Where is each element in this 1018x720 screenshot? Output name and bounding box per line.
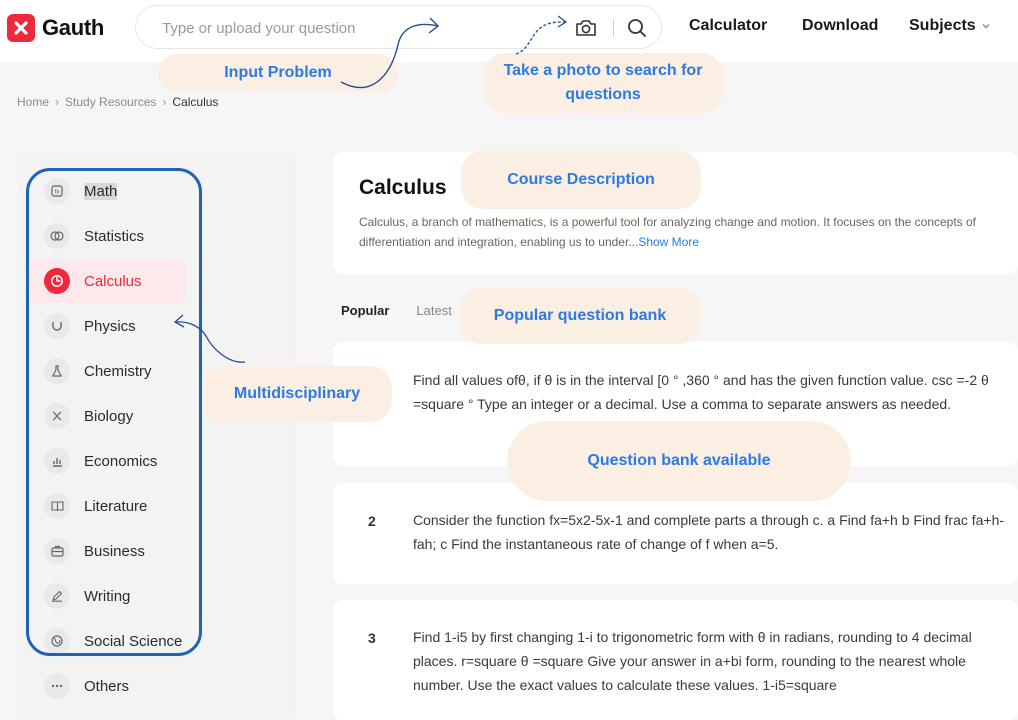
question-card[interactable] (333, 600, 1018, 720)
breadcrumb (17, 95, 218, 109)
search-divider (613, 19, 614, 37)
search-button[interactable] (626, 17, 648, 39)
sidebar-item-label: Economics (84, 452, 158, 470)
sidebar-item-literature[interactable] (30, 484, 186, 528)
sidebar-item-label: Biology (84, 407, 134, 425)
annotation-input-problem (158, 54, 398, 92)
search-input[interactable] (162, 17, 522, 39)
sidebar-item-label: Math (84, 182, 118, 200)
dna-icon (44, 403, 70, 429)
question-text: Find all values ofθ, if θ is in the interval [0 ° ,360 ° and has the given function value. csc =-2 θ =square ° Type an integer or a decimal. Use a comma to separate answers as needed. (413, 372, 989, 412)
sidebar-item-others[interactable] (30, 664, 186, 708)
sidebar-item-calculus[interactable] (30, 259, 186, 303)
question-text: Consider the function fx=5x2-5x-1 and complete parts a through c. a Find fa+h b Find frac fa+h-fah; c Find the instantaneous rate of change of f when a=5. (413, 512, 1005, 552)
sidebar-item-label: Calculus (84, 272, 142, 290)
sidebar-item-biology[interactable] (30, 394, 186, 438)
camera-button[interactable] (574, 17, 598, 39)
annotation-photo-search (483, 53, 723, 113)
sidebar-item-statistics[interactable] (30, 214, 186, 258)
sidebar-item-label: Physics (84, 317, 136, 335)
question-number: 3 (368, 630, 376, 646)
question-tabs (341, 303, 452, 318)
sidebar-item-label: Statistics (84, 227, 145, 245)
nav-subjects-label: Subjects (909, 17, 976, 34)
sidebar-item-physics[interactable] (30, 304, 186, 348)
sidebar-item-label: Writing (84, 587, 131, 605)
annotation-label: Multidisciplinary (233, 385, 361, 402)
annotation-label: Popular question bank (493, 307, 667, 324)
globe-icon (44, 628, 70, 654)
gauth-logo-icon (7, 14, 35, 42)
pen-icon (44, 583, 70, 609)
sidebar-item-math[interactable] (30, 169, 186, 213)
chevron-right-icon: › (162, 95, 167, 109)
nav-download[interactable]: Download (802, 17, 879, 34)
question-text: Find 1-i5 by first changing 1-i to trigonometric form with θ in radians, rounding to 4 decimal places. r=square θ =square Give your answer in a+bi form, rounding to the nearest whole number. Use the exact values to calculate these values. 1-i5=square (413, 629, 972, 693)
search-icon (627, 18, 647, 38)
breadcrumb-study-resources[interactable]: Study Resources (65, 95, 157, 109)
annotation-question-bank (507, 421, 851, 501)
annotation-label: Input Problem (224, 64, 332, 81)
magnet-icon (44, 313, 70, 339)
nav-calculator[interactable]: Calculator (689, 17, 768, 34)
annotation-course-description (461, 151, 701, 209)
course-description-text: Calculus, a branch of mathematics, is a powerful tool for analyzing change and motion. It focuses on the concepts of differentiation and integration, enabling us to under... (359, 215, 977, 249)
search-bar (135, 5, 662, 49)
briefcase-icon (44, 538, 70, 564)
sidebar-item-label: Business (84, 542, 145, 560)
course-title: Calculus (359, 176, 447, 199)
sidebar-item-business[interactable] (30, 529, 186, 573)
brand-logo[interactable] (7, 14, 104, 42)
sidebar-item-label: Chemistry (84, 362, 152, 380)
sidebar-item-label: Social Science (84, 632, 183, 650)
sidebar-item-writing[interactable] (30, 574, 186, 618)
svg-text:fx: fx (54, 189, 60, 196)
sidebar-item-economics[interactable] (30, 439, 186, 483)
sidebar-item-social-science[interactable] (30, 619, 186, 663)
book-icon (44, 493, 70, 519)
question-number: 2 (368, 513, 376, 529)
chevron-down-icon (981, 21, 991, 31)
sidebar-item-label: Others (84, 677, 130, 695)
annotation-label: Take a photo to search for questions (503, 62, 703, 103)
show-more-link[interactable]: Show More (638, 235, 700, 249)
calculus-icon (44, 268, 70, 294)
more-icon (44, 673, 70, 699)
annotation-multidisciplinary (202, 366, 392, 422)
course-description (359, 212, 1015, 252)
camera-icon (575, 18, 597, 38)
tab-popular[interactable]: Popular (341, 303, 390, 318)
bar-chart-icon (44, 448, 70, 474)
breadcrumb-home[interactable]: Home (17, 95, 50, 109)
brand-name: Gauth (42, 15, 105, 40)
nav-subjects[interactable] (909, 17, 991, 35)
annotation-label: Course Description (507, 171, 655, 188)
function-box-icon (44, 178, 70, 204)
sidebar-item-label: Literature (84, 497, 148, 515)
venn-icon (44, 223, 70, 249)
tab-latest[interactable]: Latest (416, 303, 452, 318)
sidebar-item-chemistry[interactable] (30, 349, 186, 393)
breadcrumb-current: Calculus (172, 95, 219, 109)
annotation-popular-bank (459, 288, 701, 344)
annotation-label: Question bank available (587, 452, 771, 469)
chevron-right-icon: › (55, 95, 60, 109)
flask-icon (44, 358, 70, 384)
